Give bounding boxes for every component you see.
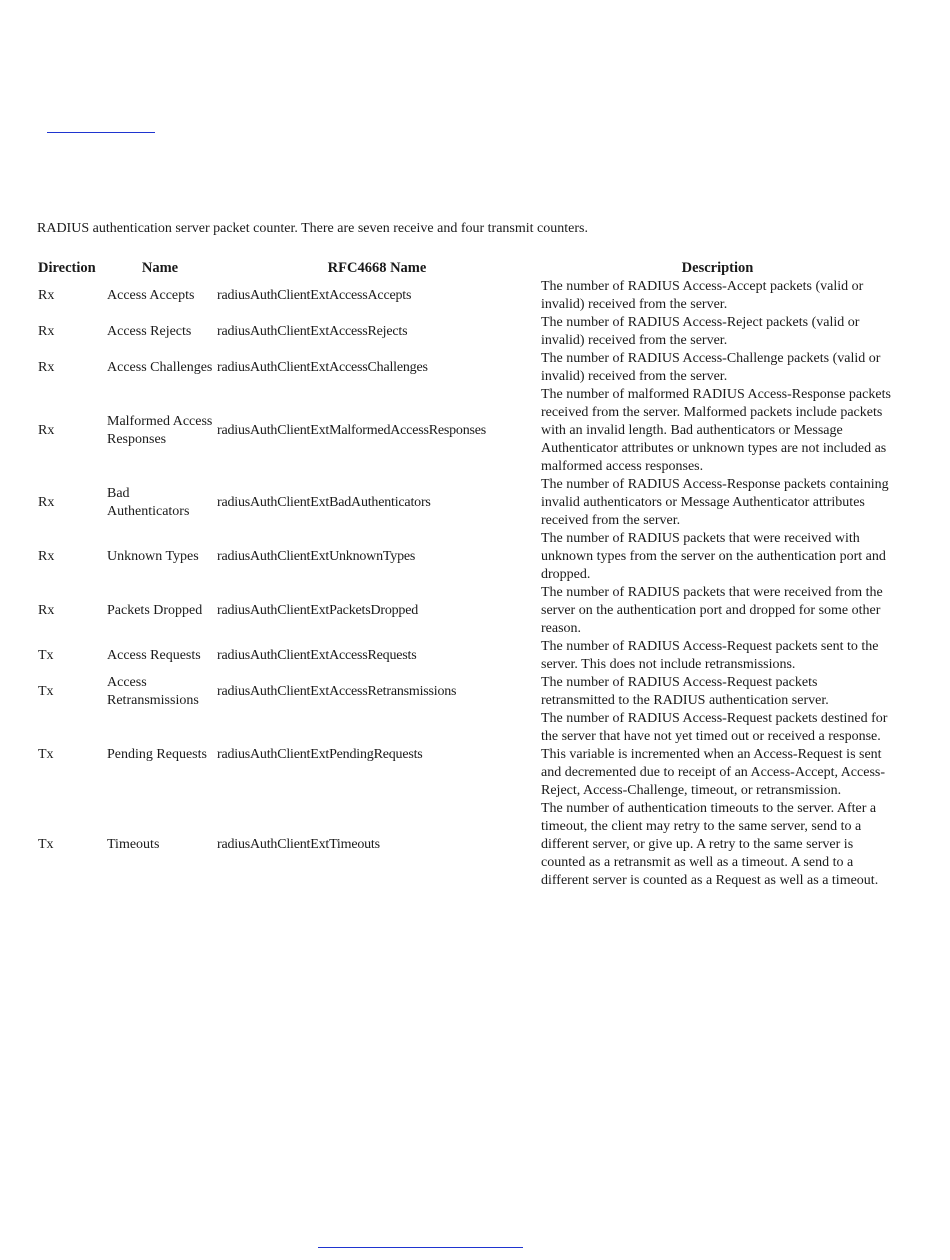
- table-row: [36, 674, 896, 710]
- cell-name: Access Retransmissions: [107, 675, 199, 708]
- cell-name: Access Accepts: [107, 288, 195, 303]
- cell-rfc-name: radiusAuthClientExtMalformedAccessResponses: [217, 423, 487, 438]
- cell-name: Unknown Types: [107, 549, 199, 564]
- cell-name: Packets Dropped: [107, 603, 203, 618]
- cell-direction: Tx: [38, 684, 54, 699]
- table-header-row: [36, 258, 896, 278]
- header-description: Description: [681, 259, 754, 276]
- cell-direction: Rx: [38, 495, 55, 510]
- cell-rfc-name: radiusAuthClientExtTimeouts: [217, 837, 380, 852]
- table-row: [36, 350, 896, 386]
- bottom-navigation-link[interactable]: [318, 1232, 523, 1248]
- table-row: [36, 314, 896, 350]
- cell-name: Access Rejects: [107, 324, 192, 339]
- cell-description: The number of RADIUS Access-Accept packets (valid or invalid) received from the server.: [541, 279, 864, 312]
- cell-description: The number of RADIUS Access-Response packets containing invalid authenticators or Message Authenticator attributes received from the server.: [541, 477, 889, 528]
- cell-rfc-name: radiusAuthClientExtAccessRequests: [217, 648, 417, 663]
- cell-direction: Tx: [38, 648, 54, 663]
- cell-name: Malformed Access Responses: [107, 414, 213, 447]
- cell-name: Access Requests: [107, 648, 201, 663]
- cell-rfc-name: radiusAuthClientExtAccessAccepts: [217, 288, 412, 303]
- table-row: [36, 584, 896, 638]
- header-direction: Direction: [38, 259, 96, 276]
- cell-rfc-name: radiusAuthClientExtPacketsDropped: [217, 603, 419, 618]
- cell-description: The number of RADIUS packets that were received with unknown types from the server on the authentication port and dropped.: [541, 531, 886, 582]
- cell-name: Access Challenges: [107, 360, 213, 375]
- cell-direction: Rx: [38, 324, 55, 339]
- cell-direction: Tx: [38, 837, 54, 852]
- cell-rfc-name: radiusAuthClientExtPendingRequests: [217, 747, 423, 762]
- cell-description: The number of RADIUS Access-Request packets retransmitted to the RADIUS authentication server.: [541, 675, 829, 708]
- table-row: [36, 386, 896, 476]
- cell-rfc-name: radiusAuthClientExtBadAuthenticators: [217, 495, 431, 510]
- table-row: [36, 710, 896, 800]
- cell-direction: Rx: [38, 423, 55, 438]
- cell-rfc-name: radiusAuthClientExtAccessRejects: [217, 324, 408, 339]
- cell-name: Bad Authenticators: [107, 486, 190, 519]
- cell-rfc-name: radiusAuthClientExtAccessRetransmissions: [217, 684, 457, 699]
- cell-direction: Rx: [38, 288, 55, 303]
- cell-direction: Rx: [38, 549, 55, 564]
- table-row: [36, 638, 896, 674]
- cell-direction: Tx: [38, 747, 54, 762]
- cell-description: The number of RADIUS Access-Request packets destined for the server that have not yet timed out or received a response. This variable is incremented when an Access-Request is sent and decremented due to receipt of an Access-Accept, Access-Reject, Access-Challenge, timeout, or retransmission.: [541, 711, 888, 798]
- cell-description: The number of malformed RADIUS Access-Response packets received from the server. Malformed packets include packets with an invalid length. Bad authenticators or Message Authenticator attributes or unknown types are not included as malformed access responses.: [541, 387, 891, 474]
- cell-name: Timeouts: [107, 837, 160, 852]
- cell-rfc-name: radiusAuthClientExtUnknownTypes: [217, 549, 416, 564]
- header-name: Name: [141, 259, 179, 276]
- cell-description: The number of RADIUS packets that were received from the server on the authentication port and dropped for some other reason.: [541, 585, 883, 636]
- cell-description: The number of RADIUS Access-Request packets sent to the server. This does not include retransmissions.: [541, 639, 879, 672]
- counters-table: [36, 258, 896, 890]
- header-rfc-name: RFC4668 Name: [327, 259, 427, 276]
- cell-description: The number of RADIUS Access-Reject packets (valid or invalid) received from the server.: [541, 315, 860, 348]
- cell-direction: Rx: [38, 603, 55, 618]
- table-row: [36, 530, 896, 584]
- table-row: [36, 800, 896, 890]
- cell-name: Pending Requests: [107, 747, 207, 762]
- cell-rfc-name: radiusAuthClientExtAccessChallenges: [217, 360, 428, 375]
- cell-direction: Rx: [38, 360, 55, 375]
- top-navigation-link[interactable]: [47, 117, 155, 133]
- intro-paragraph: RADIUS authentication server packet counter. There are seven receive and four transmit counters.: [37, 221, 588, 236]
- cell-description: The number of RADIUS Access-Challenge packets (valid or invalid) received from the server.: [541, 351, 881, 384]
- table-row: [36, 278, 896, 314]
- cell-description: The number of authentication timeouts to the server. After a timeout, the client may retry to the same server, send to a different server, or give up. A retry to the same server is counted as a retransmit as well as a timeout. A send to a different server is counted as a Request as well as a timeout.: [541, 801, 879, 888]
- table-row: [36, 476, 896, 530]
